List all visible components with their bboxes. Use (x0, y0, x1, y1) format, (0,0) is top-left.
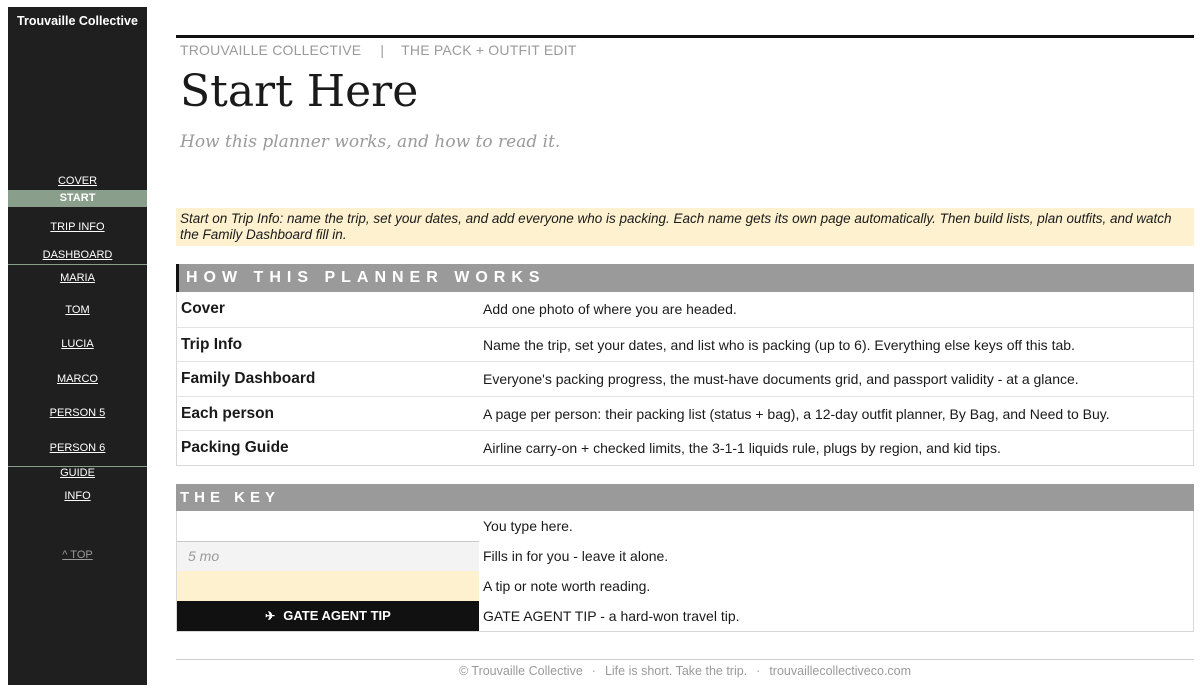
sidebar-item-info[interactable]: INFO (64, 490, 91, 502)
sidebar-item-trip-info[interactable]: TRIP INFO (50, 221, 105, 233)
row-term: Trip Info (181, 335, 243, 353)
note-cell-swatch (177, 571, 479, 601)
table-row (177, 361, 1193, 396)
sidebar (8, 7, 147, 685)
section-heading-how-it-works: HOW THIS PLANNER WORKS (176, 264, 1194, 292)
sidebar-item-dashboard[interactable]: DASHBOARD (42, 249, 113, 261)
breadcrumb-brand: TROUVAILLE COLLECTIVE (180, 42, 362, 58)
auto-fill-cell-swatch: 5 mo (177, 541, 479, 571)
footer-tagline: Life is short. Take the trip. (604, 664, 748, 678)
breadcrumb (180, 42, 577, 58)
key-row-input (177, 511, 1193, 541)
input-cell-swatch[interactable] (177, 511, 479, 541)
gate-agent-tip-swatch (177, 601, 479, 631)
footer-rule (176, 659, 1194, 660)
row-term: Cover (181, 300, 225, 317)
table-row (177, 292, 1193, 327)
sidebar-item-tom[interactable]: TOM (65, 304, 90, 316)
start-tip-banner: Start on Trip Info: name the trip, set your dates, and add everyone who is packing. Each name gets its own page automatically. Then build lists, plan outfits, and watch the Family Dashboard fill in. (176, 208, 1194, 246)
sidebar-item-marco[interactable]: MARCO (57, 373, 98, 385)
row-description: Airline carry-on + checked limits, the 3-1-1 liquids rule, plugs by region, and kid tips. (483, 440, 1001, 457)
table-row (177, 396, 1193, 431)
footer-site-link[interactable]: trouvaillecollectiveco.com (769, 664, 912, 678)
sidebar-item-person-6[interactable]: PERSON 6 (49, 442, 106, 454)
row-description: Everyone's packing progress, the must-have documents grid, and passport validity - at a glance. (483, 371, 1079, 388)
footer-separator: · (756, 664, 761, 678)
footer-separator: · (591, 664, 596, 678)
row-term: Family Dashboard (181, 370, 316, 388)
airplane-icon: ✈ (265, 609, 276, 623)
row-term: Packing Guide (181, 439, 289, 457)
key-row-auto (177, 541, 1193, 571)
header-rule (176, 35, 1194, 38)
key-description: GATE AGENT TIP - a hard-won travel tip. (483, 608, 740, 624)
sidebar-item-maria[interactable]: MARIA (60, 272, 95, 284)
sidebar-item-cover[interactable]: COVER (57, 175, 98, 187)
section-heading-key: THE KEY (176, 484, 1194, 511)
key-description: A tip or note worth reading. (483, 578, 651, 594)
key-table (176, 511, 1194, 632)
breadcrumb-separator: | (380, 42, 385, 58)
how-it-works-table (176, 292, 1194, 466)
sidebar-item-guide[interactable]: GUIDE (60, 467, 95, 479)
sidebar-brand: Trouvaille Collective (17, 14, 138, 28)
page-title: Start Here (180, 66, 419, 117)
row-description: Name the trip, set your dates, and list who is packing (up to 6). Everything else keys off this tab. (483, 336, 1075, 353)
key-row-note (177, 571, 1193, 601)
key-row-gate-tip (177, 601, 1193, 631)
table-row (177, 430, 1193, 465)
key-description: Fills in for you - leave it alone. (483, 548, 669, 564)
sidebar-item-start[interactable]: START (8, 190, 147, 207)
sidebar-divider (8, 264, 147, 265)
row-term: Each person (181, 404, 275, 422)
table-row (177, 327, 1193, 362)
sidebar-item-person-5[interactable]: PERSON 5 (49, 407, 106, 419)
breadcrumb-section: THE PACK + OUTFIT EDIT (401, 42, 577, 58)
sidebar-item-lucia[interactable]: LUCIA (61, 338, 94, 350)
gate-agent-tip-label: GATE AGENT TIP (283, 608, 391, 623)
row-description: Add one photo of where you are headed. (483, 301, 737, 317)
footer-copyright: © Trouvaille Collective (458, 664, 583, 678)
page-subtitle: How this planner works, and how to read it. (180, 132, 561, 152)
back-to-top-link[interactable]: ^ TOP (62, 549, 93, 561)
key-description: You type here. (483, 518, 573, 534)
row-description: A page per person: their packing list (status + bag), a 12-day outfit planner, By Bag, and Need to Buy. (483, 405, 1110, 422)
footer (176, 664, 1194, 678)
